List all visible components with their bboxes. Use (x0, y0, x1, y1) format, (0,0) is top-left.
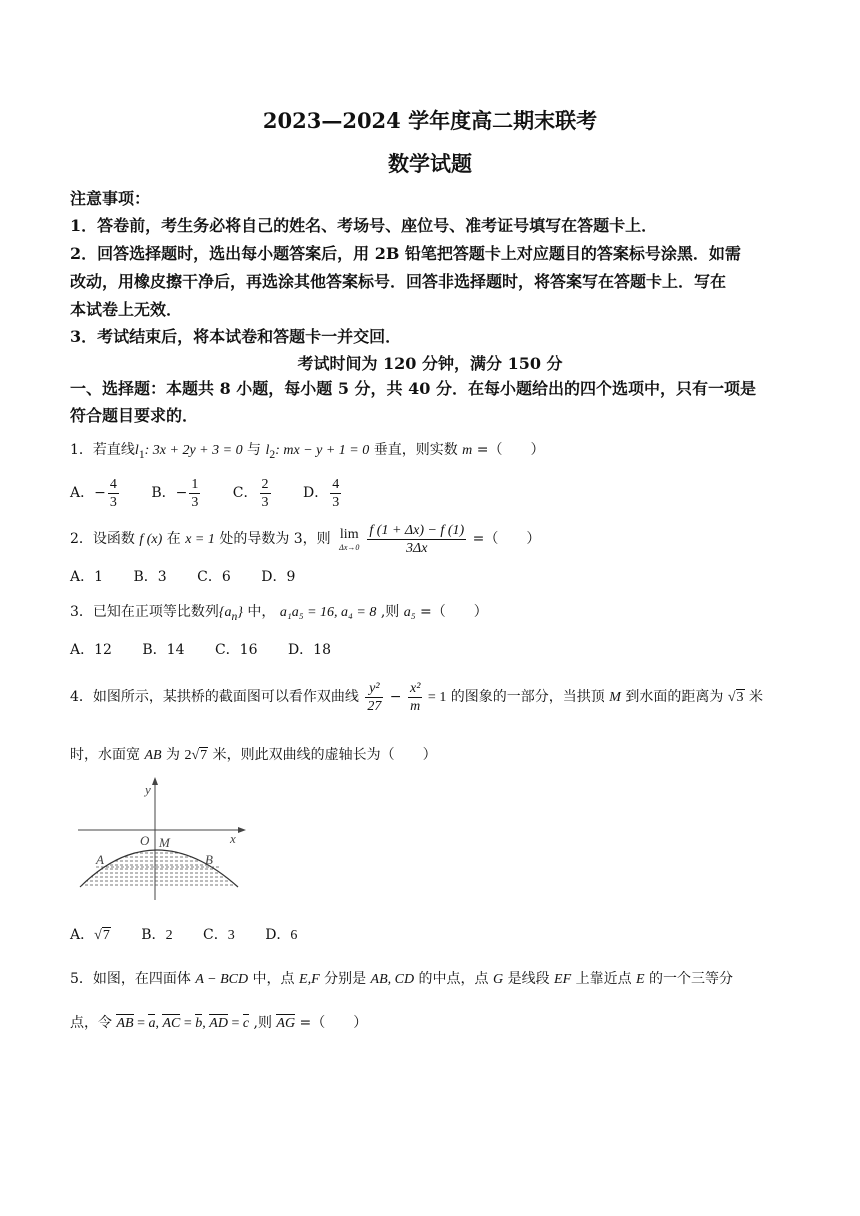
q1-prefix: 1．若直线 (70, 442, 135, 458)
question-3-options (70, 640, 792, 660)
q3-condition: a₁a₅ = 16, a₄ = 8 (279, 605, 377, 620)
vector-a: a (148, 1014, 155, 1034)
q1-line-1-name: l (134, 443, 139, 458)
notice-item-2-line-2: 改动，用橡皮擦干净后，再选涂其他答案标号．回答非选择题时，将答案写在答题卡上．写在 (70, 272, 727, 291)
q3-sequence: {a (218, 605, 232, 620)
section-1-heading-cont: 符合题目要求的． (70, 406, 199, 425)
notice-item-1: 1．答卷前，考生务必将自己的姓名、考场号、座位号、准考证号填写在答题卡上． (70, 216, 658, 235)
point-a-label: A (96, 852, 104, 867)
q1-line-2-equation: : mx − y + 1 = 0 (275, 443, 370, 458)
y-axis-label: y (145, 782, 151, 797)
sqrt-symbol: √7 (191, 748, 208, 763)
sqrt-symbol: √7 (94, 928, 110, 943)
q2-limit: lim Δx→0 (339, 526, 360, 552)
q3-prefix: 3．已知在正项等比数列 (70, 604, 219, 620)
question-5-line-2: 点，令 AB = a, AC = b, AD = c ,则 AG =（ ） (70, 1013, 792, 1034)
q1-line-1-sub: 1 (138, 447, 145, 461)
q2-prefix: 2．设函数 (70, 531, 140, 547)
q1-line-1-equation: : 3x + 2y + 3 = 0 (144, 443, 243, 458)
q2-option-a[interactable]: A．1 (70, 569, 104, 585)
sqrt-symbol: √3 (727, 690, 744, 705)
q3-end: =（ ） (415, 604, 488, 620)
q1-connector: 与 (242, 442, 266, 458)
q3-option-a[interactable]: A．12 (70, 642, 112, 658)
q1-line-2-name: l (265, 443, 270, 458)
q1-option-a[interactable]: A．− $\frac{4}{3}$ (70, 476, 117, 510)
question-1 (70, 440, 792, 465)
q4-option-d[interactable]: D．6 (265, 927, 298, 943)
notice-item-2-line-3: 本试卷上无效． (70, 300, 183, 319)
arch-bridge-figure (70, 775, 270, 905)
q1-suffix: 垂直，则实数 (369, 442, 463, 458)
x-axis-arrow (238, 827, 246, 833)
q2-difference-quotient: $\frac{f (1 + \Delta x) - f (1)}{3\Delta x}$ (369, 522, 465, 556)
q4-option-a[interactable]: A．√7 (70, 925, 111, 946)
q3-option-b[interactable]: B．14 (142, 642, 185, 658)
fraction: $\frac{4}{3}$ (332, 476, 340, 510)
question-2-options (70, 567, 792, 587)
q2-option-c[interactable]: C．6 (197, 569, 231, 585)
q4-fraction-y: $\frac{\text{y²}}{27}$ (367, 680, 382, 714)
fraction: $\frac{1}{3}$ (191, 476, 199, 510)
q1-variable: m (462, 443, 473, 458)
q3-target: a₅ (403, 605, 416, 620)
exam-title: 2023—2024 学年度高二期末联考 (262, 108, 598, 133)
q3-option-c[interactable]: C．16 (214, 642, 258, 658)
q1-option-c[interactable]: C． $\frac{2}{3}$ (232, 476, 269, 510)
section-1-heading: 一、选择题：本题共 8 小题，每小题 5 分，共 40 分．在每小题给出的四个选项中，只有一项是 (70, 379, 756, 398)
vector-b: b (195, 1014, 202, 1034)
q1-end: =（ ） (472, 442, 545, 458)
notice-item-2-line-1: 2．回答选择题时，选出每小题答案后，用 2B 铅笔把答题卡上对应题目的答案标号涂黑．如需 (70, 244, 741, 263)
question-2: 2．设函数 f (x) 在 x = 1 处的导数为 3，则 lim Δx→0 $\frac{f (1 + \Delta x) - f (1)}{3\Delta x}$ =（ ） (70, 522, 541, 556)
exam-subtitle: 数学试题 (388, 151, 472, 176)
fraction: $\frac{4}{3}$ (109, 476, 117, 510)
q4-prefix: 4．如图所示，某拱桥的截面图可以看作双曲线 (70, 689, 364, 705)
notice-heading: 注意事项： (70, 189, 151, 208)
origin-label: O (140, 833, 150, 848)
point-b-label: B (205, 852, 213, 867)
q4-fraction-x: $\frac{\text{x²}}{m}$ (410, 680, 421, 714)
question-1-options (70, 474, 792, 512)
q3-option-d[interactable]: D．18 (287, 642, 331, 658)
point-m-label: M (159, 835, 170, 850)
q4-option-c[interactable]: C．3 (203, 927, 235, 943)
q2-option-d[interactable]: D．9 (261, 569, 296, 585)
q2-point: x = 1 (185, 532, 215, 547)
x-axis-label: x (230, 831, 236, 846)
vector-ag: AG (276, 1014, 295, 1034)
question-4: 4．如图所示，某拱桥的截面图可以看作双曲线 $\frac{\text{y²}}{27}$ − $\frac{\text{x²}}{m}$ = 1 的图象的一部分，当拱顶 M 到水面的距离为 √3 米 (70, 677, 792, 718)
vector-ad: AD (209, 1014, 228, 1034)
notice-item-3: 3．考试结束后，将本试卷和答题卡一并交回． (70, 327, 402, 346)
fraction: $\frac{2}{3}$ (261, 476, 269, 510)
question-5: 5．如图，在四面体 A − BCD 中，点 E,F 分别是 AB, CD 的中点，点 G 是线段 EF 上靠近点 E 的一个三等分 (70, 971, 734, 987)
vector-ab: AB (116, 1014, 133, 1034)
q1-option-d[interactable]: D． $\frac{4}{3}$ (302, 476, 340, 510)
q2-end: =（ ） (468, 531, 541, 547)
q1-option-b[interactable]: B．− $\frac{1}{3}$ (151, 476, 199, 510)
vector-c: c (243, 1014, 249, 1034)
q2-function: f (x) (139, 532, 163, 547)
question-4-options (70, 925, 792, 946)
y-axis-arrow (152, 777, 158, 785)
time-info: 考试时间为 120 分钟，满分 150 分 (297, 354, 563, 373)
vector-ac: AC (162, 1014, 180, 1034)
q4-option-b[interactable]: B．2 (141, 927, 173, 943)
q1-line-2-sub: 2 (269, 447, 276, 461)
q2-option-b[interactable]: B．3 (133, 569, 167, 585)
question-4-line-2: 时，水面宽 AB 为 2√7 米，则此双曲线的虚轴长为（ ） (70, 745, 792, 766)
question-3: 3．已知在正项等比数列$\{a_n\}$ 中， a₁a₅ = 16, a₄ = 8 ,则 a₅ =（ ） (70, 604, 488, 623)
